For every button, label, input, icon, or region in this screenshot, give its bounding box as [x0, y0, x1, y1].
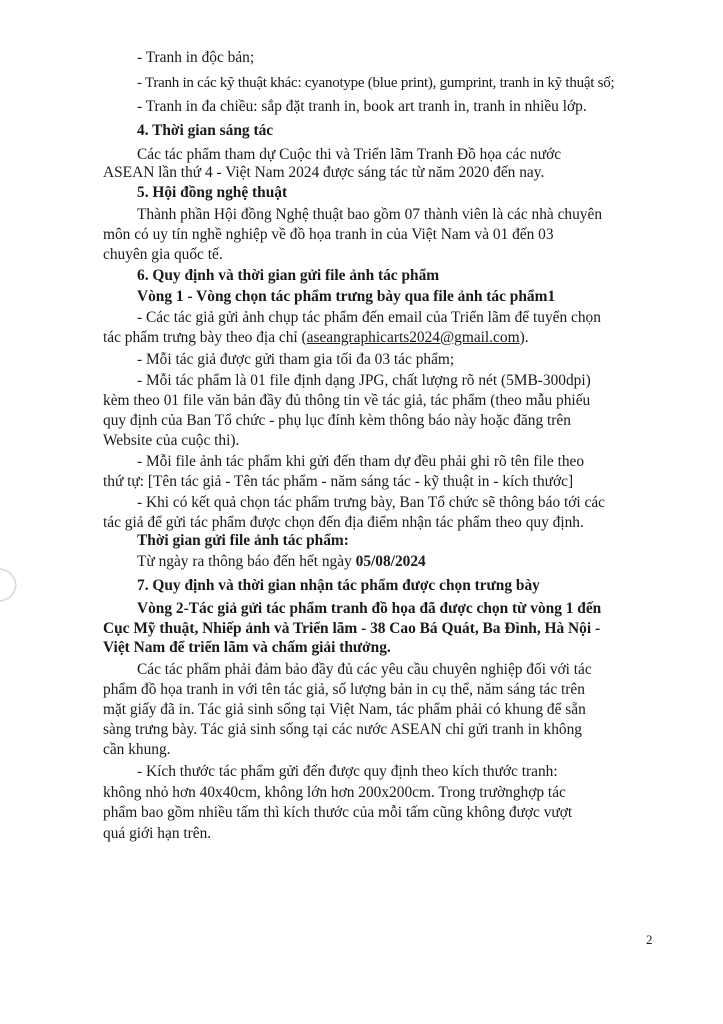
paragraph-line: phẩm bao gồm nhiều tấm thì kích thước của mỗi tấm cũng không được vượt — [103, 804, 573, 821]
paragraph-line: tác giả để gửi tác phẩm được chọn đến địa điểm nhận tác phẩm theo quy định. — [103, 514, 584, 531]
paragraph-line: sàng trưng bày. Tác giả sinh sống tại các nước ASEAN chỉ gửi tranh in không — [103, 721, 582, 738]
list-item: - Mỗi tác phẩm là 01 file định dạng JPG, chất lượng rõ nét (5MB-300dpi) — [137, 372, 591, 389]
paragraph-line: ASEAN lần thứ 4 - Việt Nam 2024 được sáng tác từ năm 2020 đến nay. — [103, 164, 545, 181]
paragraph-line: Các tác phẩm tham dự Cuộc thi và Triển lãm Tranh Đồ họa các nước — [137, 146, 562, 163]
list-item: - Mỗi file ảnh tác phẩm khi gửi đến tham dự đều phải ghi rõ tên file theo — [137, 453, 585, 470]
paragraph-line: tác phẩm trưng bày theo địa chỉ (aseangraphicarts2024@gmail.com). — [103, 329, 529, 346]
paragraph-line: Thành phần Hội đồng Nghệ thuật bao gồm 07 thành viên là các nhà chuyên — [137, 206, 603, 223]
paragraph-line: mặt giấy đã in. Tác giả sinh sống tại Việt Nam, tác phẩm phải có khung để sẵn — [103, 701, 586, 718]
list-item: - Mỗi tác giả được gửi tham gia tối đa 03 tác phẩm; — [137, 351, 455, 368]
stamp-fragment-icon — [0, 565, 20, 605]
paragraph-line: môn có uy tín nghề nghiệp về đồ họa tranh in của Việt Nam và 01 đến 03 — [103, 226, 554, 243]
subsection-heading: Thời gian gửi file ảnh tác phẩm: — [137, 532, 349, 549]
bold-paragraph-line: Cục Mỹ thuật, Nhiếp ảnh và Triển lãm - 38 Cao Bá Quát, Ba Đình, Hà Nội - — [103, 620, 601, 637]
list-item: - Tranh in độc bản; — [137, 49, 255, 66]
paragraph-line: không nhỏ hơn 40x40cm, không lớn hơn 200x200cm. Trong trườnghợp tác — [103, 784, 566, 801]
paragraph-line: thứ tự: [Tên tác giả - Tên tác phẩm - năm sáng tác - kỹ thuật in - kích thước] — [103, 473, 574, 490]
bold-paragraph-line: Việt Nam để triển lãm và chấm giải thưởng. — [103, 639, 391, 656]
bold-paragraph-line: Vòng 2-Tác giả gửi tác phẩm tranh đồ họa đã được chọn từ vòng 1 đến — [137, 600, 602, 617]
paragraph-line: Từ ngày ra thông báo đến hết ngày 05/08/2024 — [137, 553, 426, 570]
paragraph-line: cần khung. — [103, 741, 171, 758]
deadline-date: 05/08/2024 — [355, 553, 426, 570]
page-number: 2 — [646, 932, 653, 947]
paragraph-line: kèm theo 01 file văn bản đầy đủ thông tin về tác giả, tác phẩm (theo mẫu phiếu — [103, 392, 591, 409]
list-item: - Tranh in các kỹ thuật khác: cyanotype (blue print), gumprint, tranh in kỹ thuật số; — [137, 75, 615, 91]
paragraph-line: phẩm đồ họa tranh in với tên tác giả, số lượng bản in cụ thể, năm sáng tác trên — [103, 681, 585, 698]
paragraph-line: quy định của Ban Tổ chức - phụ lục đính kèm thông báo này hoặc đăng trên — [103, 412, 571, 429]
paragraph-line: Các tác phẩm phải đảm bảo đầy đủ các yêu cầu chuyên nghiệp đối với tác — [137, 661, 592, 678]
section-heading: 4. Thời gian sáng tác — [137, 122, 274, 139]
paragraph-line: - Các tác giả gửi ảnh chụp tác phẩm đến email của Triển lãm để tuyển chọn — [137, 309, 601, 326]
section-heading: 5. Hội đồng nghệ thuật — [137, 184, 288, 201]
paragraph-line: quá giới hạn trên. — [103, 825, 212, 842]
paragraph-line: Website của cuộc thi). — [103, 432, 240, 449]
list-item: - Kích thước tác phẩm gửi đến được quy định theo kích thước tranh: — [137, 763, 558, 780]
section-heading: 6. Quy định và thời gian gửi file ảnh tác phẩm — [137, 267, 440, 284]
email-link[interactable]: aseangraphicarts2024@gmail.com — [306, 329, 520, 346]
section-heading: 7. Quy định và thời gian nhận tác phẩm được chọn trưng bày — [137, 577, 540, 594]
subsection-heading: Vòng 1 - Vòng chọn tác phẩm trưng bày qua file ảnh tác phẩm1 — [137, 288, 556, 305]
list-item: - Tranh in đa chiều: sắp đặt tranh in, book art tranh in, tranh in nhiều lớp. — [137, 98, 587, 115]
paragraph-line: chuyên gia quốc tế. — [103, 246, 223, 263]
list-item: - Khi có kết quả chọn tác phẩm trưng bày, Ban Tổ chức sẽ thông báo tới các — [137, 494, 606, 511]
